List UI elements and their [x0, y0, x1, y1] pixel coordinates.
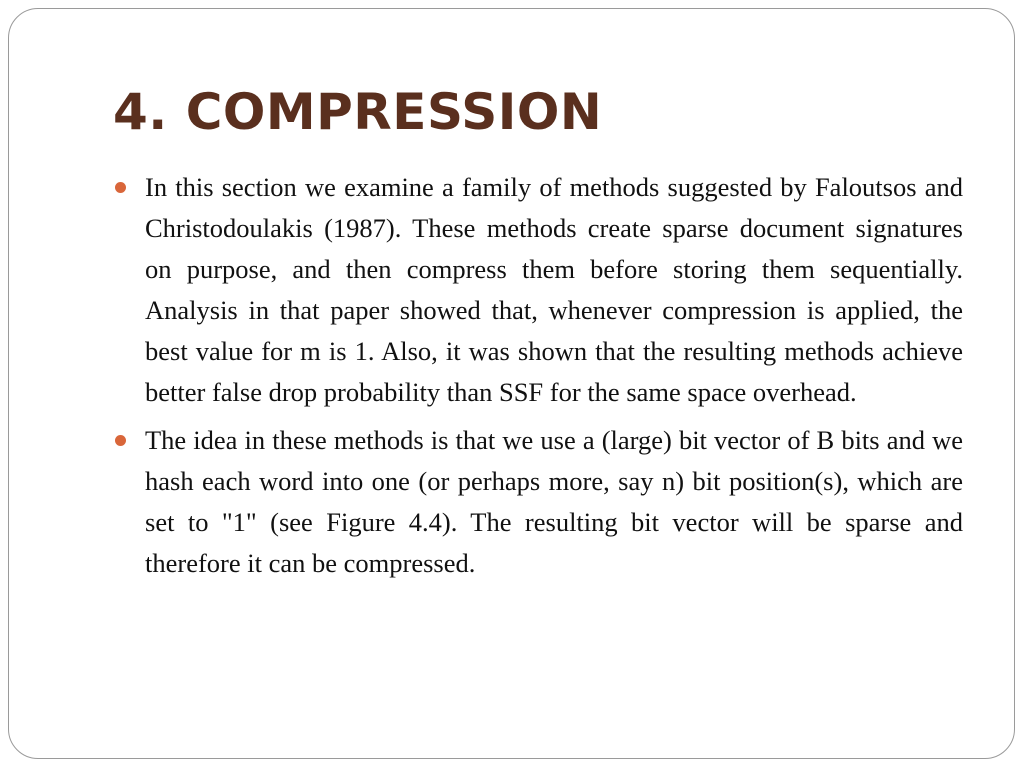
- bullet-list: [113, 167, 963, 591]
- bullet-dot-icon: [115, 182, 126, 193]
- slide-title: 4. COMPRESSION: [113, 83, 603, 141]
- bullet-text: In this section we examine a family of methods suggested by Faloutsos and Christodoulakis (1987). These methods create sparse document signatures on purpose, and then compress them before storing them sequentially. Analysis in that paper showed that, whenever compression is applied, the best value for m is 1. Also, it was shown that the resulting methods achieve better false drop probability than SSF for the same space overhead.: [145, 172, 963, 407]
- bullet-text: The idea in these methods is that we use a (large) bit vector of B bits and we hash each word into one (or perhaps more, say n) bit position(s), which are set to "1" (see Figure 4.4). The resulting bit vector will be sparse and therefore it can be compressed.: [145, 425, 963, 578]
- bullet-dot-icon: [115, 435, 126, 446]
- bullet-item: [113, 167, 963, 413]
- bullet-item: [113, 420, 963, 584]
